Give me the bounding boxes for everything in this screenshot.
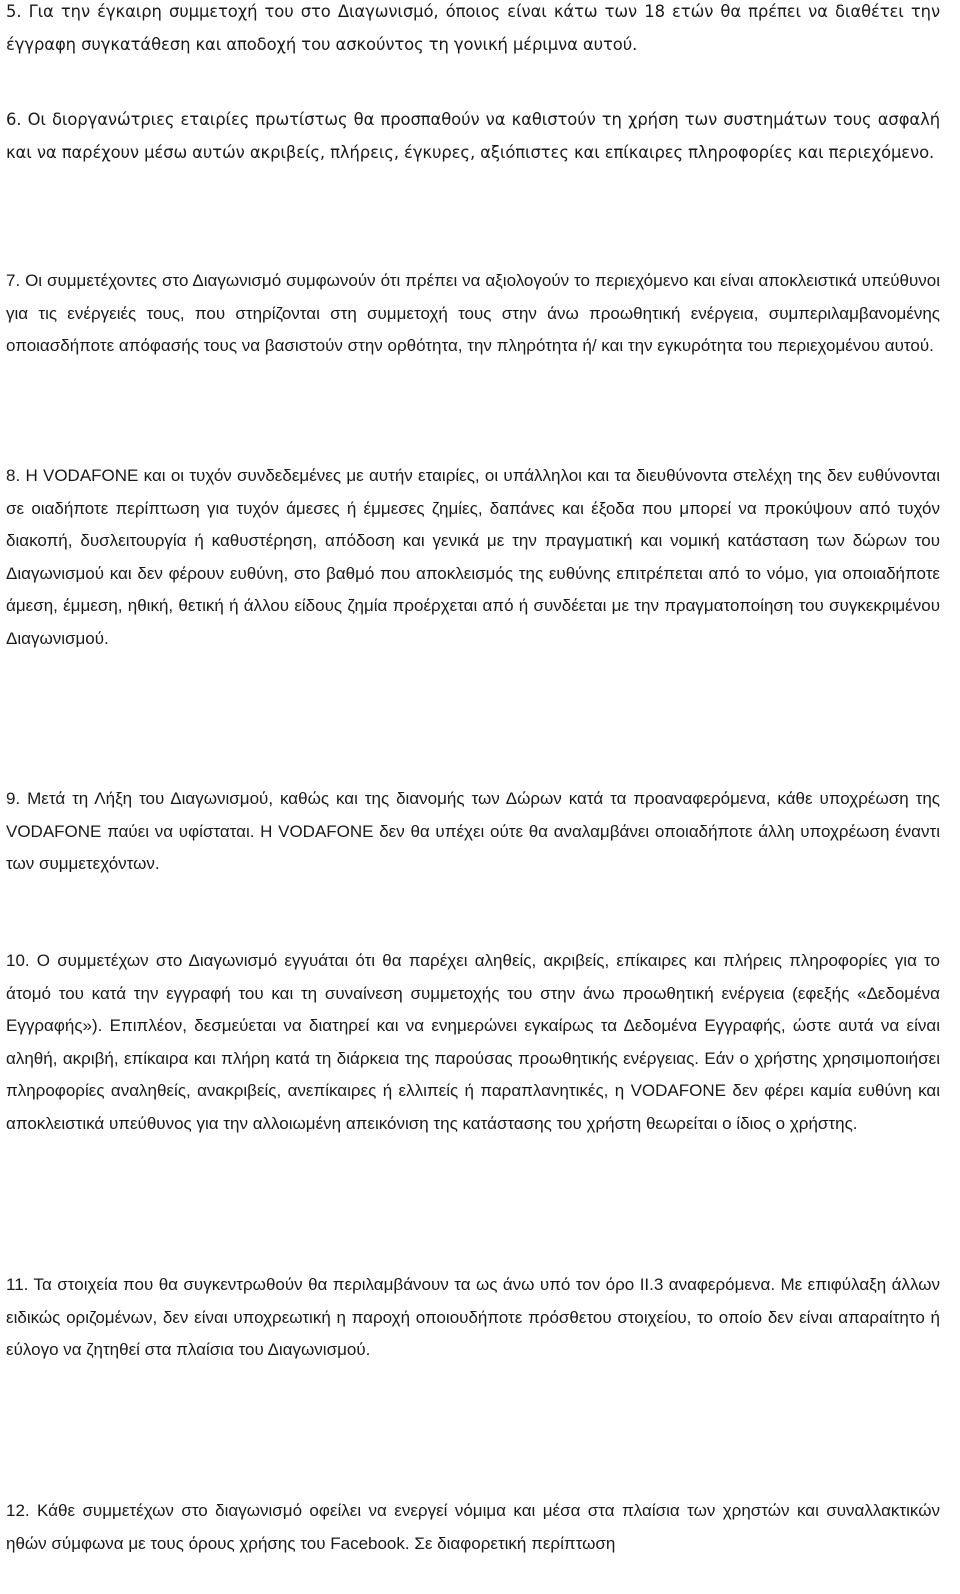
paragraph-9: 9. Μετά τη Λήξη του Διαγωνισμού, καθώς και της διανομής των Δώρων κατά τα προαναφερόμενα, κάθε υποχρέωση της VODAFONE παύει να υφίσταται. Η VODAFONE δεν θα υπέχει ούτε θα αναλαμβάνει οποιαδήποτε άλλη υποχρέωση έναντι των συμμετεχόντων. [6,789,940,873]
paragraph-12: 12. Κάθε συμμετέχων στο διαγωνισμό οφείλει να ενεργεί νόμιμα και μέσα στα πλαίσια των χρηστών και συναλλακτικών ηθών σύμφωνα με τους όρους χρήσης του Facebook. Σε διαφορετική περίπτωση [6,1501,940,1553]
paragraph-8: 8. Η VODAFONE και οι τυχόν συνδεδεμένες με αυτήν εταιρίες, οι υπάλληλοι και τα διευθύνοντα στελέχη της δεν ευθύνονται σε οιαδήποτε περίπτωση για τυχόν άμεσες ή έμμεσες ζημίες, δαπάνες και έξοδα που μπορεί να προκύψουν από τυχόν διακοπή, δυσλειτουργία ή καθυστέρηση, απόδοση και γενικά με την πραγματική και νομική κατάσταση των δώρων του Διαγωνισμού και δεν φέρουν ευθύνη, στο βαθμό που αποκλεισμός της ευθύνης επιτρέπεται από το νόμο, για οποιαδήποτε άμεση, έμμεση, ηθική, θετική ή άλλου είδους ζημία προέρχεται από ή συνδέεται με την πραγματοποίηση του συγκεκριμένου Διαγωνισμού. [6,466,940,648]
paragraph-5: 5. Για την έγκαιρη συμμετοχή του στο Διαγωνισμό, όποιος είναι κάτω των 18 ετών θα πρέπει να διαθέτει την έγγραφη συγκατάθεση και αποδοχή του ασκούντος τη γονική μέριμνα αυτού. [6,2,940,54]
paragraph-11: 11. Τα στοιχεία που θα συγκεντρωθούν θα περιλαμβάνουν τα ως άνω υπό τον όρο ΙΙ.3 αναφερόμενα. Με επιφύλαξη άλλων ειδικώς οριζομένων, δεν είναι υποχρεωτική η παροχή οποιουδήποτε πρόσθετου στοιχείου, το οποίο δεν είναι απαραίτητο ή εύλογο να ζητηθεί στα πλαίσια του Διαγωνισμού. [6,1275,940,1359]
paragraph-7: 7. Οι συμμετέχοντες στο Διαγωνισμό συμφωνούν ότι πρέπει να αξιολογούν το περιεχόμενο και είναι αποκλειστικά υπεύθυνοι για τις ενέργειές τους, που στηρίζονται στη συμμετοχή τους στην άνω προωθητική ενέργεια, συμπεριλαμβανομένης οποιασδήποτε απόφασής τους να βασιστούν στην ορθότητα, την πληρότητα ή/ και την εγκυρότητα του περιεχομένου αυτού. [6,271,940,355]
paragraph-10: 10. Ο συμμετέχων στο Διαγωνισμό εγγυάται ότι θα παρέχει αληθείς, ακριβείς, επίκαιρες και πλήρεις πληροφορίες για το άτομό του κατά την εγγραφή του και τη συναίνεση συμμετοχής του στην άνω προωθητική ενέργεια (εφεξής «Δεδομένα Εγγραφής»). Επιπλέον, δεσμεύεται να διατηρεί και να ενημερώνει εγκαίρως τα Δεδομένα Εγγραφής, ώστε αυτά να είναι αληθή, ακριβή, επίκαιρα και πλήρη κατά τη διάρκεια της παρούσας προωθητικής ενέργειας. Εάν ο χρήστης χρησιμοποιήσει πληροφορίες αναληθείς, ανακριβείς, ανεπίκαιρες ή ελλιπείς ή παραπλανητικές, η VODAFONE δεν φέρει καμία ευθύνη και αποκλειστικά υπεύθυνος για την αλλοιωμένη απεικόνιση της κατάστασης του χρήστη θεωρείται ο ίδιος ο χρήστης. [6,951,940,1133]
paragraph-6: 6. Οι διοργανώτριες εταιρίες πρωτίστως θα προσπαθούν να καθιστούν τη χρήση των συστημάτων τους ασφαλή και να παρέχουν μέσω αυτών ακριβείς, πλήρεις, έγκυρες, αξιόπιστες και επίκαιρες πληροφορίες και περιεχόμενο. [6,110,940,162]
